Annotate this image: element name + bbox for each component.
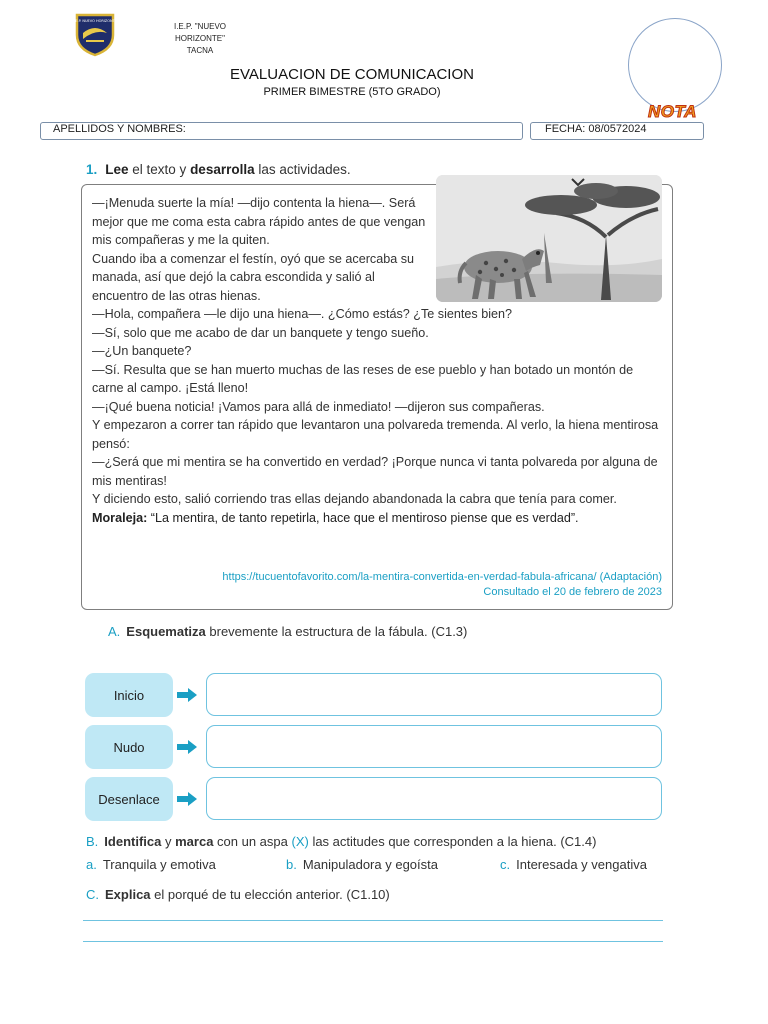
exam-title: EVALUACION DE COMUNICACION: [230, 66, 474, 83]
part-b-text-2: con un aspa: [213, 834, 292, 849]
fable-text: [92, 194, 662, 527]
option-b[interactable]: [286, 857, 438, 872]
stage-label-desenlace: Desenlace: [85, 777, 173, 821]
school-city: TACNA: [186, 46, 214, 55]
arrow-right-icon: [176, 791, 198, 807]
answer-line[interactable]: [83, 941, 663, 942]
source-date: Consultado el 20 de febrero de 2023: [483, 586, 662, 598]
option-letter: b.: [286, 857, 297, 872]
answer-box-inicio[interactable]: [206, 673, 662, 716]
part-c-text: el porqué de tu elección anterior. (C1.10): [150, 887, 390, 902]
option-letter: a.: [86, 857, 97, 872]
school-logo: [74, 11, 116, 57]
part-c-verb: Explica: [105, 887, 151, 902]
arrow-right-icon: [176, 739, 198, 755]
part-c-instruction: [86, 887, 390, 902]
question-1-instruction: [86, 162, 351, 177]
story-paragraph: Cuando iba a comenzar el festín, oyó que se acercaba su manada, así que dejó la cabra escondida y salió al encuentro de las otras hienas.: [92, 251, 415, 303]
part-a-letter: A.: [108, 624, 121, 639]
answer-box-nudo[interactable]: [206, 725, 662, 768]
school-name-block: [148, 21, 252, 57]
option-c[interactable]: [500, 857, 647, 872]
q1-text-1: el texto y: [128, 162, 191, 177]
q1-verb-read: Lee: [105, 162, 129, 177]
svg-text:I.E.P. NUEVO HORIZONTE: I.E.P. NUEVO HORIZONTE: [74, 19, 116, 23]
story-paragraph: —¿Será que mi mentira se ha convertido en verdad? ¡Porque nunca vi tanta polvareda por alguna de mis mentiras!: [92, 455, 658, 488]
option-letter: c.: [500, 857, 511, 872]
q1-text-2: las actividades.: [254, 162, 351, 177]
part-a-instruction: [108, 624, 467, 639]
part-b-letter: B.: [86, 834, 99, 849]
story-paragraph: Y empezaron a correr tan rápido que levantaron una polvareda tremenda. Al verlo, la hiena mentirosa pensó:: [92, 418, 659, 451]
answer-box-desenlace[interactable]: [206, 777, 662, 820]
story-paragraph: —Sí. Resulta que se han muerto muchas de las reses de ese pueblo y han botado un montón de carne al campo. ¡Está lleno!: [92, 362, 634, 395]
date-label: FECHA: 08/0572024: [545, 123, 647, 135]
option-text: Manipuladora y egoísta: [302, 857, 438, 872]
story-paragraph: —Hola, compañera —le dijo una hiena—. ¿Cómo estás? ¿Te sientes bien?: [92, 307, 513, 321]
story-moral: [92, 509, 662, 528]
story-paragraph: Y diciendo esto, salió corriendo tras ellas dejando abandonada la cabra que tenía para comer.: [92, 492, 617, 506]
x-mark: (X): [291, 834, 309, 849]
q1-verb-develop: desarrolla: [190, 162, 255, 177]
answer-line[interactable]: [83, 920, 663, 921]
source-url[interactable]: https://tucuentofavorito.com/la-mentira-convertida-en-verdad-fabula-africana/ (Adaptación): [222, 571, 662, 583]
moral-text: “La mentira, de tanto repetirla, hace que el mentiroso piense que es verdad”.: [147, 510, 579, 525]
stage-label-nudo: Nudo: [85, 725, 173, 769]
option-text: Tranquila y emotiva: [102, 857, 216, 872]
grade-label: NOTA: [648, 102, 697, 121]
story-paragraph: —Sí, solo que me acabo de dar un banquete y tengo sueño.: [92, 325, 429, 340]
part-b-verb-identify: Identifica: [104, 834, 162, 849]
part-a-text: brevemente la estructura de la fábula. (C1.3): [205, 624, 468, 639]
exam-subtitle: PRIMER BIMESTRE (5TO GRADO): [263, 86, 441, 98]
part-c-letter: C.: [86, 887, 99, 902]
part-b-text-3: las actitudes que corresponden a la hiena. (C1.4): [308, 834, 597, 849]
part-b-verb-mark: marca: [175, 834, 214, 849]
moral-label: Moraleja:: [92, 510, 148, 525]
story-paragraph: —¡Qué buena noticia! ¡Vamos para allá de inmediato! —dijeron sus compañeras.: [92, 399, 545, 414]
student-name-field[interactable]: [40, 122, 523, 140]
question-number: 1.: [86, 162, 98, 177]
story-paragraph: —¿Un banquete?: [92, 344, 192, 358]
part-b-text-1: y: [161, 834, 176, 849]
story-paragraph: —¡Menuda suerte la mía! —dijo contenta la hiena—. Será mejor que me coma esta cabra rápido antes de que vengan mis compañeras y me la quiten.: [92, 196, 426, 247]
part-a-verb: Esquematiza: [126, 624, 206, 639]
arrow-right-icon: [176, 687, 198, 703]
date-field[interactable]: [530, 122, 704, 140]
option-text: Interesada y vengativa: [516, 857, 647, 872]
part-b-instruction: [86, 834, 596, 849]
option-a[interactable]: [86, 857, 216, 872]
school-name: I.E.P. "NUEVO HORIZONTE": [173, 22, 227, 43]
student-name-label: APELLIDOS Y NOMBRES:: [53, 123, 186, 135]
stage-label-inicio: Inicio: [85, 673, 173, 717]
